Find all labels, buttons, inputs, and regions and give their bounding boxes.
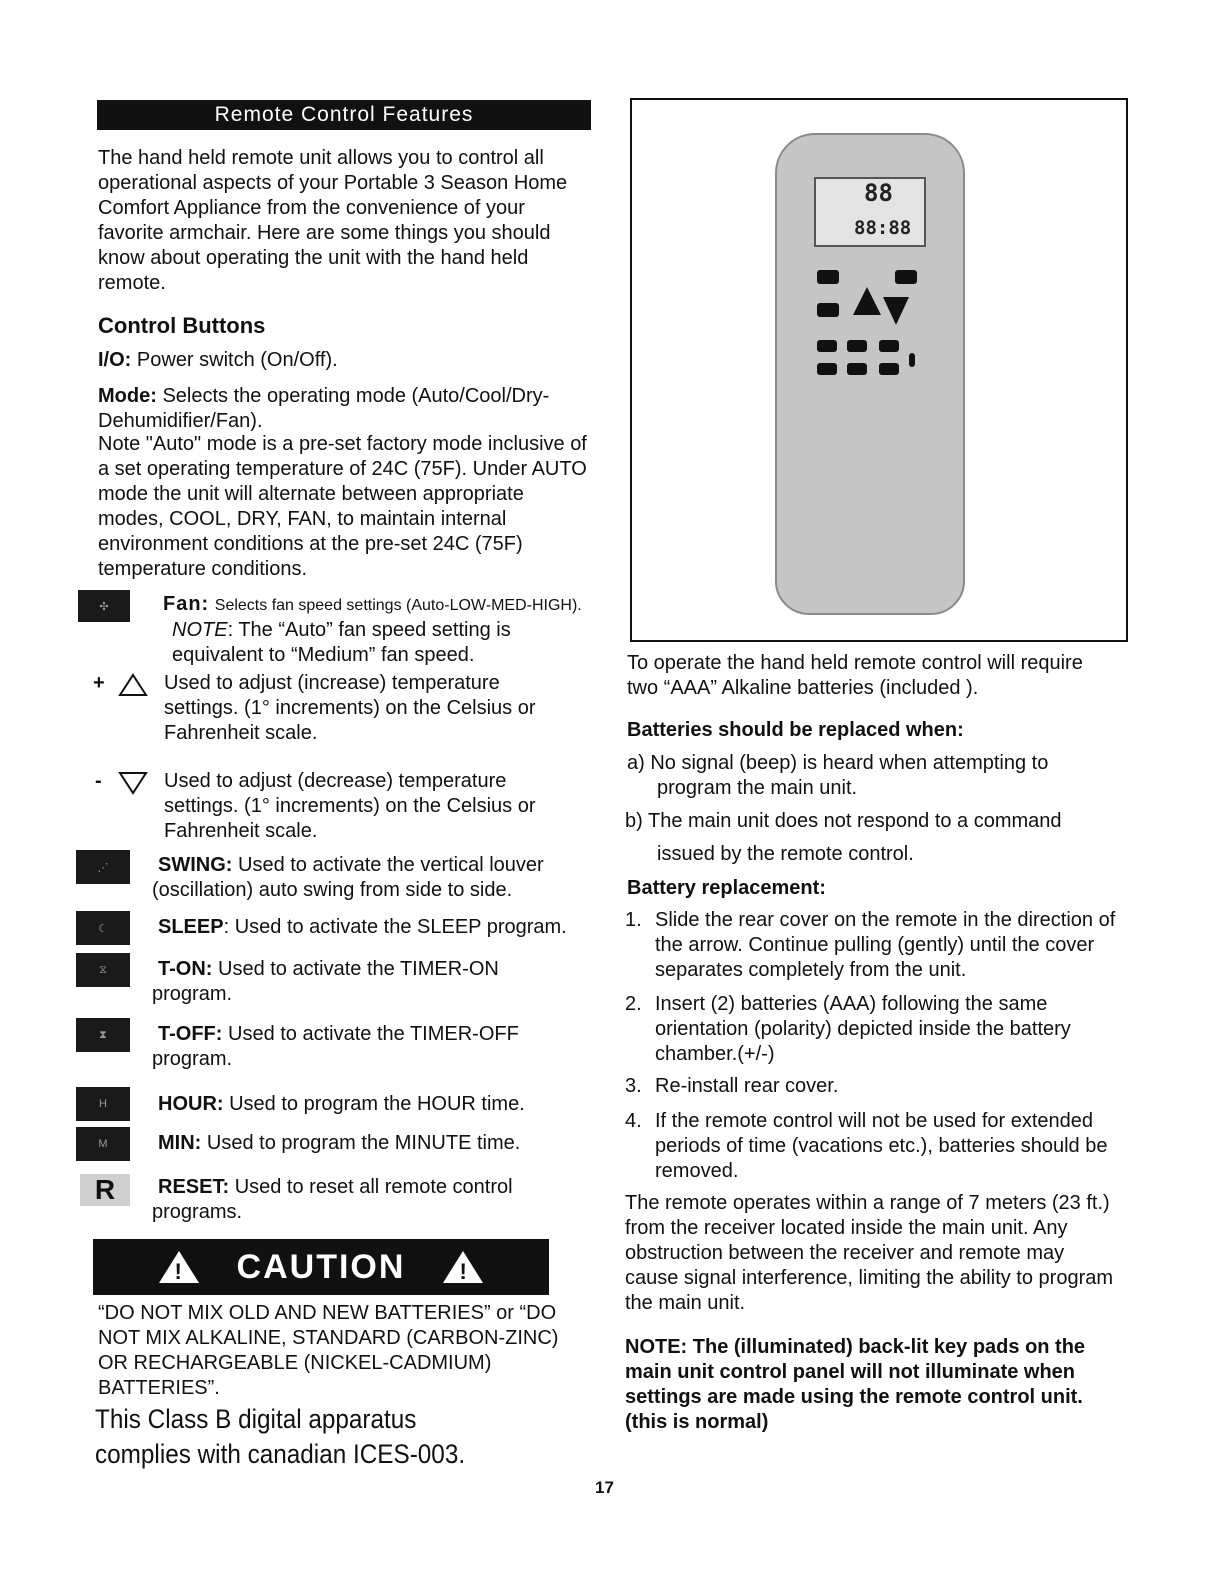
io-label: I/O: bbox=[98, 349, 132, 371]
step-1 bbox=[625, 908, 1120, 983]
step-text: Re-install rear cover. bbox=[655, 1075, 839, 1097]
remote-button-sleep bbox=[847, 340, 867, 352]
remote-button-toff bbox=[817, 363, 837, 375]
remote-up-down-icon bbox=[849, 285, 911, 327]
step-text: If the remote control will not be used for extended periods of time (vacations etc.), batteries should be removed. bbox=[655, 1110, 1108, 1182]
remote-button-ton bbox=[879, 340, 899, 352]
batteries-intro: To operate the hand held remote control will require two “AAA” Alkaline batteries (included ). bbox=[627, 652, 1083, 699]
remote-control-image bbox=[775, 133, 965, 615]
step-3 bbox=[625, 1074, 1120, 1099]
fan-text: Selects fan speed settings (Auto-LOW-MED-HIGH). bbox=[214, 597, 582, 614]
step-number: 3. bbox=[625, 1075, 642, 1097]
fan-item bbox=[163, 592, 603, 618]
hour-text: Used to program the HOUR time. bbox=[229, 1093, 525, 1115]
auto-note: Note "Auto" mode is a pre-set factory mode inclusive of a set operating temperature of 24C (75F). Under AUTO mode the unit will alternate between appropriate modes, COOL, DRY, FAN, to maintain internal environment conditions at the pre-set 24C (75F) temperature conditions. bbox=[98, 433, 587, 580]
swing-label: SWING: bbox=[158, 854, 233, 876]
timer-on-label: T-ON: bbox=[158, 958, 213, 980]
replace-b-cont: issued by the remote control. bbox=[657, 843, 914, 865]
section-title: Remote Control Features bbox=[214, 103, 474, 126]
range-paragraph: The remote operates within a range of 7 meters (23 ft.) from the receiver located inside the main unit. Any obstruction between the receiver and remote may cause signal interference, limiting the ability to program the main unit. bbox=[625, 1192, 1114, 1314]
replacement-heading: Battery replacement: bbox=[627, 877, 826, 899]
swing-icon: ⋰ bbox=[76, 850, 130, 884]
fan-label: Fan: bbox=[163, 593, 210, 615]
step-text: Slide the rear cover on the remote in the direction of the arrow. Continue pulling (gently) until the cover separates completely from the unit. bbox=[655, 909, 1116, 981]
reset-icon bbox=[80, 1174, 130, 1206]
io-text: Power switch (On/Off). bbox=[136, 349, 338, 371]
minus-symbol: - bbox=[95, 770, 102, 792]
mode-text: Selects the operating mode (Auto/Cool/Dry-Dehumidifier/Fan). bbox=[98, 385, 550, 432]
sleep-item bbox=[158, 915, 598, 940]
step-text: Insert (2) batteries (AAA) following the same orientation (polarity) depicted inside the battery chamber.(+/-) bbox=[655, 993, 1071, 1065]
plus-text: Used to adjust (increase) temperature settings. (1° increments) on the Celsius or Fahrenheit scale. bbox=[164, 672, 536, 744]
up-triangle-icon bbox=[118, 673, 148, 697]
minute-item bbox=[158, 1131, 578, 1156]
remote-button-fan bbox=[817, 303, 839, 317]
remote-button-mode bbox=[895, 270, 917, 284]
page-number: 17 bbox=[595, 1478, 614, 1497]
warning-icon-right: ! bbox=[443, 1251, 483, 1283]
step-2 bbox=[625, 992, 1120, 1067]
plus-symbol: + bbox=[93, 672, 105, 694]
sleep-icon: ☾ bbox=[76, 911, 130, 945]
lcd-time-digits: 88:88 bbox=[854, 217, 912, 239]
remote-button-reset bbox=[909, 353, 915, 367]
timer-off-text: Used to activate the TIMER-OFF program. bbox=[152, 1023, 519, 1070]
reset-text: Used to reset all remote control programs. bbox=[152, 1176, 513, 1223]
remote-photo-frame bbox=[630, 98, 1128, 642]
minus-text: Used to adjust (decrease) temperature settings. (1° increments) on the Celsius or Fahrenheit scale. bbox=[164, 770, 536, 842]
control-buttons-heading: Control Buttons bbox=[98, 313, 266, 338]
reset-label: RESET: bbox=[158, 1176, 230, 1198]
timer-on-text: Used to activate the TIMER-ON program. bbox=[152, 958, 499, 1005]
fan-note bbox=[172, 618, 572, 668]
minute-icon: M bbox=[76, 1127, 130, 1161]
replace-heading: Batteries should be replaced when: bbox=[627, 719, 964, 741]
timer-off-item bbox=[152, 1022, 552, 1072]
caution-banner bbox=[93, 1239, 549, 1295]
replace-a bbox=[627, 751, 1127, 801]
timer-on-icon: ⧖ bbox=[76, 953, 130, 987]
minute-text: Used to program the MINUTE time. bbox=[206, 1132, 521, 1154]
remote-button-swing bbox=[817, 340, 837, 352]
lcd-temp-digits: 88 bbox=[864, 179, 893, 207]
fan-icon: ✣ bbox=[78, 590, 130, 622]
remote-button-hour bbox=[847, 363, 867, 375]
replace-b: b) The main unit does not respond to a command bbox=[625, 810, 1062, 832]
remote-button-min bbox=[879, 363, 899, 375]
swing-text: Used to activate the vertical louver (oscillation) auto swing from side to side. bbox=[152, 854, 544, 901]
section-title-banner bbox=[97, 100, 591, 130]
step-4 bbox=[625, 1109, 1120, 1184]
hour-item bbox=[158, 1092, 578, 1117]
step-number: 4. bbox=[625, 1110, 642, 1132]
caution-title: CAUTION bbox=[236, 1247, 406, 1286]
note-paragraph: NOTE: The (illuminated) back-lit key pads on the main unit control panel will not illuminate when settings are made using the remote control unit. (this is normal) bbox=[625, 1336, 1086, 1433]
mode-item bbox=[98, 384, 588, 434]
fan-note-label: NOTE bbox=[172, 619, 228, 641]
timer-off-icon: ⧗ bbox=[76, 1018, 130, 1052]
replace-a-text: a) No signal (beep) is heard when attempting to program the main unit. bbox=[627, 752, 1049, 799]
reset-icon-glyph: R bbox=[94, 1174, 116, 1205]
timer-off-label: T-OFF: bbox=[158, 1023, 223, 1045]
hour-label: HOUR: bbox=[158, 1093, 224, 1115]
reset-item bbox=[152, 1175, 552, 1225]
step-number: 1. bbox=[625, 909, 642, 931]
step-number: 2. bbox=[625, 993, 642, 1015]
caution-text: “DO NOT MIX OLD AND NEW BATTERIES” or “DO NOT MIX ALKALINE, STANDARD (CARBON-ZINC) OR RECHARGEABLE (NICKEL-CADMIUM) BATTERIES”. bbox=[98, 1302, 559, 1399]
mode-label: Mode: bbox=[98, 385, 157, 407]
sleep-text: : Used to activate the SLEEP program. bbox=[223, 916, 567, 938]
remote-button-power bbox=[817, 270, 839, 284]
ices-statement: This Class B digital apparatus complies with canadian ICES-003. bbox=[95, 1404, 466, 1469]
minute-label: MIN: bbox=[158, 1132, 202, 1154]
swing-item bbox=[152, 853, 572, 903]
remote-lcd bbox=[814, 177, 926, 247]
intro-paragraph: The hand held remote unit allows you to control all operational aspects of your Portable 3 Season Home Comfort Appliance from the convenience of your favorite armchair. Here are some things you should know about operating the unit with the hand held remote. bbox=[98, 147, 568, 294]
down-triangle-icon bbox=[118, 771, 148, 795]
hour-icon: H bbox=[76, 1087, 130, 1121]
io-item bbox=[98, 348, 594, 373]
sleep-label: SLEEP bbox=[158, 916, 224, 938]
warning-icon: ! bbox=[159, 1251, 199, 1283]
fan-note-text: : The “Auto” fan speed setting is equivalent to “Medium” fan speed. bbox=[172, 619, 511, 666]
timer-on-item bbox=[152, 957, 532, 1007]
